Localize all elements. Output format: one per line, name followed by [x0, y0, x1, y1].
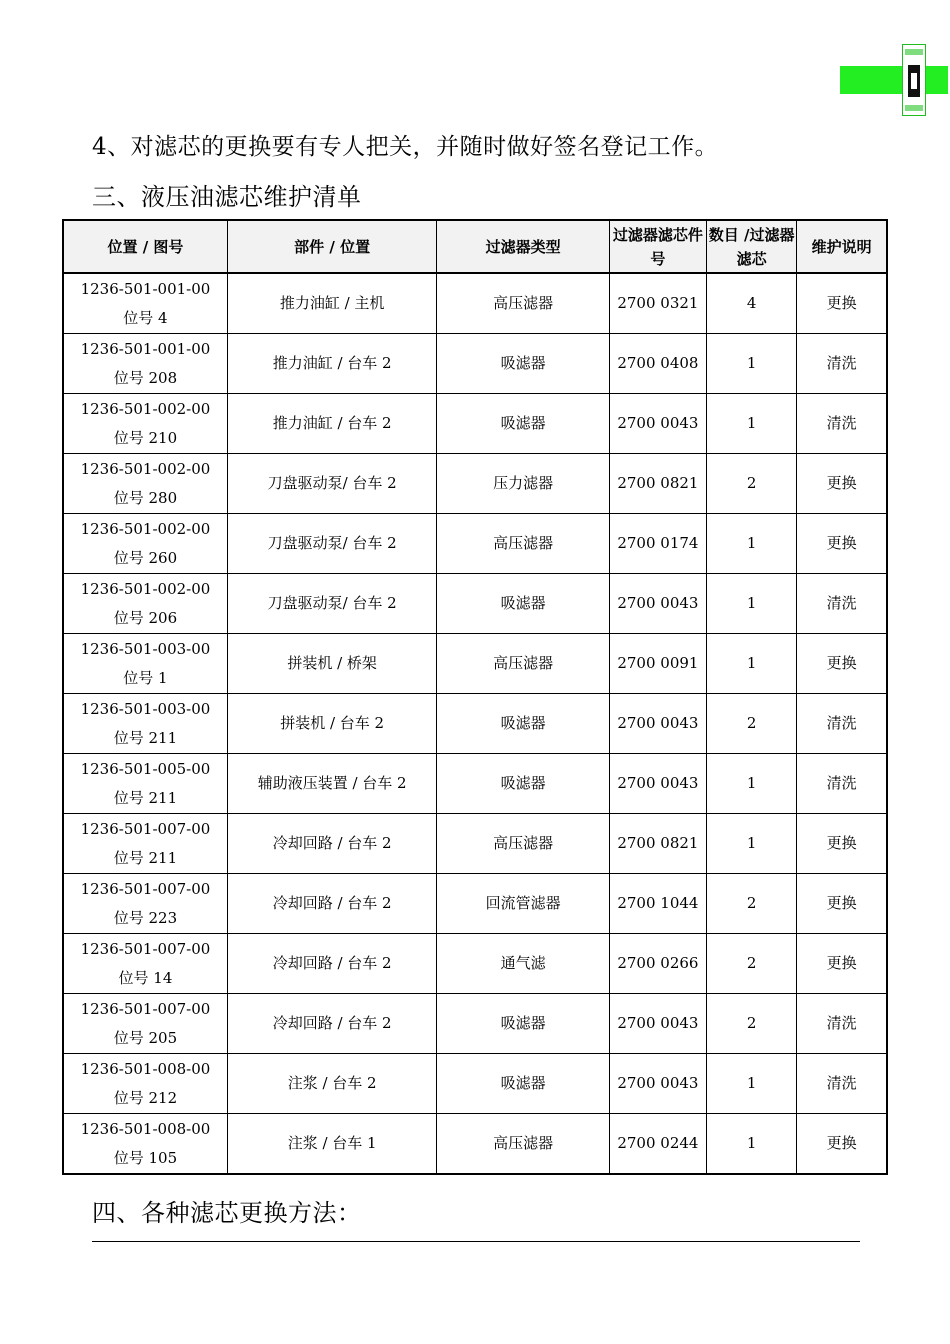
cell-position — [63, 574, 227, 634]
cell-position — [63, 934, 227, 994]
cell-part: 冷却回路 / 台车 2 — [227, 934, 437, 994]
cell-quantity: 1 — [707, 394, 797, 454]
cell-note: 清洗 — [797, 694, 887, 754]
header-part: 部件 / 位置 — [227, 220, 437, 273]
table-row — [63, 754, 887, 814]
position-number: 位号 223 — [113, 908, 178, 927]
cell-note: 更换 — [797, 454, 887, 514]
drawing-number: 1236-501-003-00 — [80, 699, 211, 718]
cell-note: 更换 — [797, 634, 887, 694]
cell-element-no: 2700 0408 — [609, 334, 706, 394]
cell-position — [63, 754, 227, 814]
cell-position — [63, 1054, 227, 1114]
cell-element-no: 2700 0043 — [609, 574, 706, 634]
position-number: 位号 260 — [113, 548, 178, 567]
cell-filter-type: 压力滤器 — [437, 454, 609, 514]
header-element-no: 过滤器滤芯件号 — [609, 220, 706, 273]
cell-part: 注浆 / 台车 1 — [227, 1114, 437, 1175]
cell-note: 更换 — [797, 1114, 887, 1175]
drawing-number: 1236-501-003-00 — [80, 639, 211, 658]
cell-note: 清洗 — [797, 394, 887, 454]
cell-position — [63, 334, 227, 394]
position-number: 位号 211 — [113, 788, 178, 807]
table-row — [63, 874, 887, 934]
cell-filter-type: 吸滤器 — [437, 1054, 609, 1114]
cell-position — [63, 514, 227, 574]
cell-part: 冷却回路 / 台车 2 — [227, 874, 437, 934]
drawing-number: 1236-501-001-00 — [80, 279, 211, 298]
cell-quantity: 2 — [707, 454, 797, 514]
cell-quantity: 1 — [707, 754, 797, 814]
cell-note: 清洗 — [797, 994, 887, 1054]
cell-part: 冷却回路 / 台车 2 — [227, 814, 437, 874]
position-number: 位号 208 — [113, 368, 178, 387]
cell-quantity: 2 — [707, 694, 797, 754]
company-logo-icon — [840, 44, 948, 116]
cell-position — [63, 1114, 227, 1175]
cell-filter-type: 吸滤器 — [437, 994, 609, 1054]
section-3-title: 三、液压油滤芯维护清单 — [92, 183, 362, 211]
cell-filter-type: 吸滤器 — [437, 574, 609, 634]
cell-position — [63, 814, 227, 874]
cell-part: 辅助液压装置 / 台车 2 — [227, 754, 437, 814]
table-row — [63, 1114, 887, 1175]
cell-position — [63, 874, 227, 934]
cell-filter-type: 高压滤器 — [437, 634, 609, 694]
paragraph-4: 4、对滤芯的更换要有专人把关，并随时做好签名登记工作。 — [92, 134, 719, 160]
cell-part: 推力油缸 / 主机 — [227, 273, 437, 334]
drawing-number: 1236-501-007-00 — [80, 879, 211, 898]
cell-note: 更换 — [797, 874, 887, 934]
table-row — [63, 394, 887, 454]
logo-emblem — [902, 44, 926, 116]
divider-line — [92, 1241, 860, 1242]
cell-filter-type: 吸滤器 — [437, 334, 609, 394]
cell-part: 刀盘驱动泵/ 台车 2 — [227, 454, 437, 514]
cell-element-no: 2700 0266 — [609, 934, 706, 994]
cell-part: 推力油缸 / 台车 2 — [227, 334, 437, 394]
table-row — [63, 934, 887, 994]
cell-note: 清洗 — [797, 334, 887, 394]
drawing-number: 1236-501-008-00 — [80, 1059, 211, 1078]
header-position: 位置 / 图号 — [63, 220, 227, 273]
cell-quantity: 2 — [707, 934, 797, 994]
position-number: 位号 1 — [123, 668, 168, 687]
cell-note: 清洗 — [797, 1054, 887, 1114]
drawing-number: 1236-501-007-00 — [80, 999, 211, 1018]
cell-element-no: 2700 0043 — [609, 754, 706, 814]
cell-filter-type: 高压滤器 — [437, 514, 609, 574]
cell-position — [63, 273, 227, 334]
cell-filter-type: 吸滤器 — [437, 394, 609, 454]
cell-filter-type: 通气滤 — [437, 934, 609, 994]
position-number: 位号 206 — [113, 608, 178, 627]
header-filter-type: 过滤器类型 — [437, 220, 609, 273]
position-number: 位号 211 — [113, 848, 178, 867]
cell-quantity: 1 — [707, 514, 797, 574]
cell-part: 冷却回路 / 台车 2 — [227, 994, 437, 1054]
table-row — [63, 273, 887, 334]
logo-green-bar — [840, 66, 948, 94]
cell-filter-type: 吸滤器 — [437, 694, 609, 754]
drawing-number: 1236-501-007-00 — [80, 819, 211, 838]
table-row — [63, 994, 887, 1054]
cell-note: 清洗 — [797, 574, 887, 634]
drawing-number: 1236-501-002-00 — [80, 399, 211, 418]
cell-element-no: 2700 1044 — [609, 874, 706, 934]
cell-element-no: 2700 0244 — [609, 1114, 706, 1175]
position-number: 位号 4 — [123, 308, 168, 327]
cell-element-no: 2700 0821 — [609, 454, 706, 514]
cell-filter-type: 吸滤器 — [437, 754, 609, 814]
cell-element-no: 2700 0821 — [609, 814, 706, 874]
header-note: 维护说明 — [797, 220, 887, 273]
cell-note: 更换 — [797, 514, 887, 574]
cell-quantity: 1 — [707, 814, 797, 874]
cell-position — [63, 454, 227, 514]
cell-element-no: 2700 0174 — [609, 514, 706, 574]
cell-note: 更换 — [797, 814, 887, 874]
cell-position — [63, 394, 227, 454]
table-row — [63, 1054, 887, 1114]
position-number: 位号 14 — [118, 968, 173, 987]
position-number: 位号 212 — [113, 1088, 178, 1107]
cell-part: 推力油缸 / 台车 2 — [227, 394, 437, 454]
drawing-number: 1236-501-005-00 — [80, 759, 211, 778]
cell-part: 拼装机 / 桥架 — [227, 634, 437, 694]
cell-note: 更换 — [797, 273, 887, 334]
position-number: 位号 210 — [113, 428, 178, 447]
cell-element-no: 2700 0321 — [609, 273, 706, 334]
table-row — [63, 574, 887, 634]
cell-element-no: 2700 0043 — [609, 394, 706, 454]
cell-note: 更换 — [797, 934, 887, 994]
cell-part: 拼装机 / 台车 2 — [227, 694, 437, 754]
cell-element-no: 2700 0043 — [609, 694, 706, 754]
cell-part: 刀盘驱动泵/ 台车 2 — [227, 514, 437, 574]
cell-element-no: 2700 0043 — [609, 1054, 706, 1114]
drawing-number: 1236-501-007-00 — [80, 939, 211, 958]
drawing-number: 1236-501-002-00 — [80, 459, 211, 478]
cell-part: 刀盘驱动泵/ 台车 2 — [227, 574, 437, 634]
table-row — [63, 814, 887, 874]
table-row — [63, 454, 887, 514]
cell-note: 清洗 — [797, 754, 887, 814]
position-number: 位号 105 — [113, 1148, 178, 1167]
table-row — [63, 694, 887, 754]
cell-element-no: 2700 0043 — [609, 994, 706, 1054]
section-4-title: 四、各种滤芯更换方法： — [92, 1199, 362, 1227]
position-number: 位号 205 — [113, 1028, 178, 1047]
position-number: 位号 211 — [113, 728, 178, 747]
table-row — [63, 634, 887, 694]
cell-element-no: 2700 0091 — [609, 634, 706, 694]
table-row — [63, 334, 887, 394]
cell-filter-type: 回流管滤器 — [437, 874, 609, 934]
table-header-row — [63, 220, 887, 273]
cell-quantity: 1 — [707, 574, 797, 634]
filter-maintenance-table — [62, 219, 888, 1175]
cell-quantity: 1 — [707, 634, 797, 694]
cell-filter-type: 高压滤器 — [437, 1114, 609, 1175]
position-number: 位号 280 — [113, 488, 178, 507]
drawing-number: 1236-501-001-00 — [80, 339, 211, 358]
cell-position — [63, 994, 227, 1054]
table-row — [63, 514, 887, 574]
cell-quantity: 2 — [707, 874, 797, 934]
drawing-number: 1236-501-008-00 — [80, 1119, 211, 1138]
cell-filter-type: 高压滤器 — [437, 273, 609, 334]
drawing-number: 1236-501-002-00 — [80, 519, 211, 538]
header-quantity: 数目 /过滤器滤芯 — [707, 220, 797, 273]
cell-quantity: 2 — [707, 994, 797, 1054]
drawing-number: 1236-501-002-00 — [80, 579, 211, 598]
cell-filter-type: 高压滤器 — [437, 814, 609, 874]
cell-position — [63, 694, 227, 754]
cell-quantity: 1 — [707, 334, 797, 394]
cell-quantity: 4 — [707, 273, 797, 334]
cell-part: 注浆 / 台车 2 — [227, 1054, 437, 1114]
cell-quantity: 1 — [707, 1114, 797, 1175]
cell-position — [63, 634, 227, 694]
table-body — [63, 273, 887, 1174]
cell-quantity: 1 — [707, 1054, 797, 1114]
